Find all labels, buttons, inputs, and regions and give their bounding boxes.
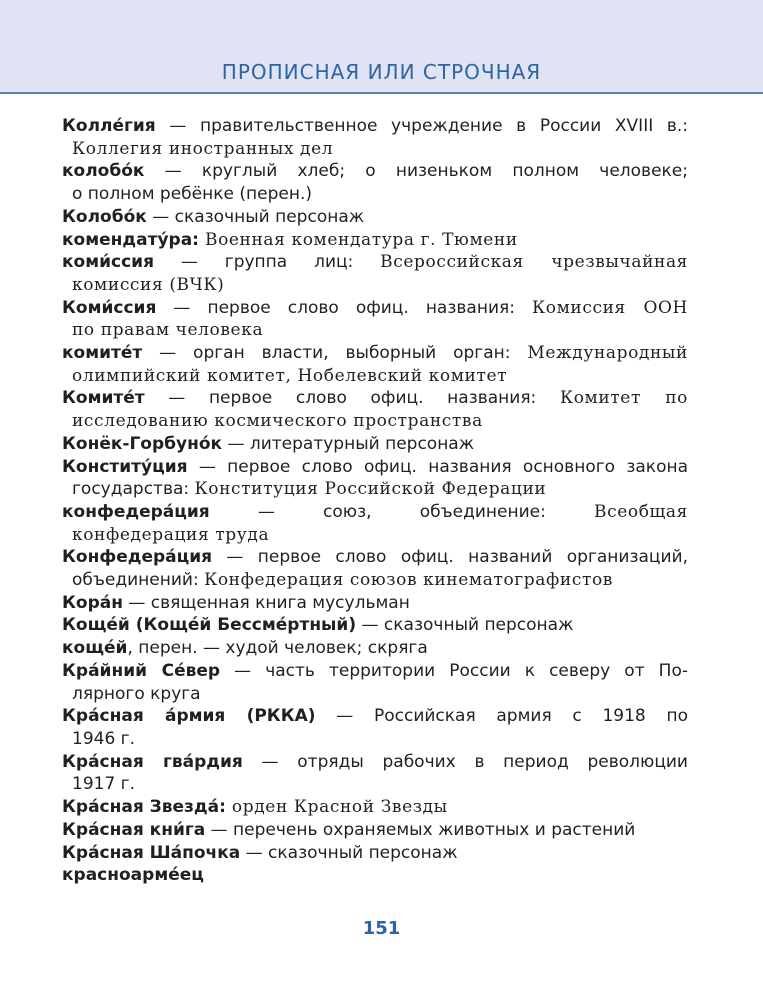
definition: — группа лиц: [154,252,381,273]
page-number: 151 [362,918,401,939]
entry-komitet-upper [62,387,688,432]
entry-komitet-lower [62,342,688,387]
headword: Кра́сная Ша́почка [62,842,241,863]
headword: Коми́ссия [62,297,157,318]
entry-krainiy-sever [62,660,688,705]
definition: — сказочный персонаж [146,206,365,227]
headword: красноарме́ец [62,865,204,886]
section-title: ПРОПИСНАЯ ИЛИ СТРОЧНАЯ [221,60,542,84]
headword: коми́ссия [62,252,155,273]
headword: Колобо́к [62,206,147,227]
entry-komissiya-upper [62,297,688,342]
entry-konfederatsiya-lower [62,501,688,546]
definition: — часть территории России к северу от По- [220,660,688,681]
definition: , перен. — худой человек; скряга [127,638,428,659]
headword: Конёк-Горбуно́к [62,433,223,454]
definition: — сказочный персонаж [240,842,458,863]
headword: кощéй [62,638,128,659]
entry-krasnaya-armiya [62,705,688,750]
definition: — отряды рабочих в период революции [242,751,688,772]
entry-koshchei-upper [62,614,688,637]
headword: Кра́йний Се́вер [62,660,221,681]
definition-continued: государства: [72,479,195,500]
definition: — правительственное учреждение в России XVIII в.: [155,116,688,136]
example: Всеобщая [593,501,688,522]
definition-continued: 1917 г. [72,774,136,795]
example-continued: исследованию космического пространства [72,411,483,432]
entry-krasnaya-gvardiya [62,751,688,796]
entry-krasnaya-kniga [62,819,688,842]
headword: колобо́к [62,161,145,182]
definition-continued: лярного круга [72,683,201,704]
example: Всероссийская чрезвычайная [380,252,688,273]
definition: — первое слово офиц. названия основного закона [187,456,688,477]
definition: — первое слово офиц. названий организаций, [212,547,688,568]
example: Международный [527,343,688,364]
entry-konyok-gorbunok [62,433,688,456]
headword: комендату́ра: [62,229,199,250]
entry-krasnaya-shapochka [62,842,688,865]
headword: комите́т [62,343,143,364]
example: орден Красной Звезды [225,797,448,818]
example-continued: комиссия (ВЧК) [72,274,225,295]
headword: Кощéй (Кощéй Бессме́ртный) [62,615,357,636]
definition: — первое слово офиц. названия: [156,297,532,318]
entry-kolobok-upper [62,206,688,229]
headword: Конститу́ция [62,456,188,477]
example: Комиссия ООН [532,297,688,318]
entry-konfederatsiya-upper [62,546,688,591]
example: Конфедерация союзов кинематографистов [204,570,613,591]
headword: Колле́гия [62,116,156,136]
definition-continued: 1946 г. [72,728,136,749]
definition-continued: о полном ребёнке (перен.) [72,184,312,205]
entry-komissiya-lower [62,251,688,296]
example: Коллегия иностранных дел [72,138,334,159]
definition: — перечень охраняемых животных и растений [205,819,636,840]
definition: — литературный персонаж [222,433,475,454]
headword: Кра́сная а́рмия (РККА) [62,706,316,727]
dictionary-entries [62,115,688,887]
example-continued: по правам человека [72,320,264,341]
page-header [0,0,763,94]
entry-koran [62,592,688,615]
example-continued: конфедерация труда [72,524,270,545]
headword: Комите́т [62,388,145,409]
entry-konstitutsiya [62,456,688,501]
definition: — священная книга мусульман [122,592,410,613]
headword: Конфедера́ция [62,547,213,568]
entry-krasnaya-zvezda [62,796,688,819]
example-continued: олимпийский комитет, Нобелевский комитет [72,365,508,386]
definition: — сказочный персонаж [356,615,574,636]
entry-koshchei-lower [62,637,688,660]
definition-continued: объединений: [72,570,205,591]
definition: — Российская армия с 1918 по [315,706,688,727]
headword: Кра́сная кни́га [62,819,206,840]
headword: конфедера́ция [62,501,210,522]
entry-krasnoarmeets [62,864,688,887]
headword: Кра́сная гва́рдия [62,751,243,772]
entry-kolobok-lower [62,160,688,205]
example: Комитет по [559,388,688,409]
headword: Кора́н [62,592,123,613]
example: Военная комендатура г. Тюмени [198,229,518,250]
entry-komendatura [62,229,688,252]
example: Конституция Российской Федерации [194,479,547,500]
definition: — союз, объединение: [209,501,594,522]
entry-kollegiya [62,115,688,160]
definition: — орган власти, выборный орган: [142,343,528,364]
headword: Кра́сная Звезда́: [62,797,226,818]
definition: — круглый хлеб; о низеньком полном человеке; [144,161,688,182]
definition: — первое слово офиц. названия: [144,388,560,409]
